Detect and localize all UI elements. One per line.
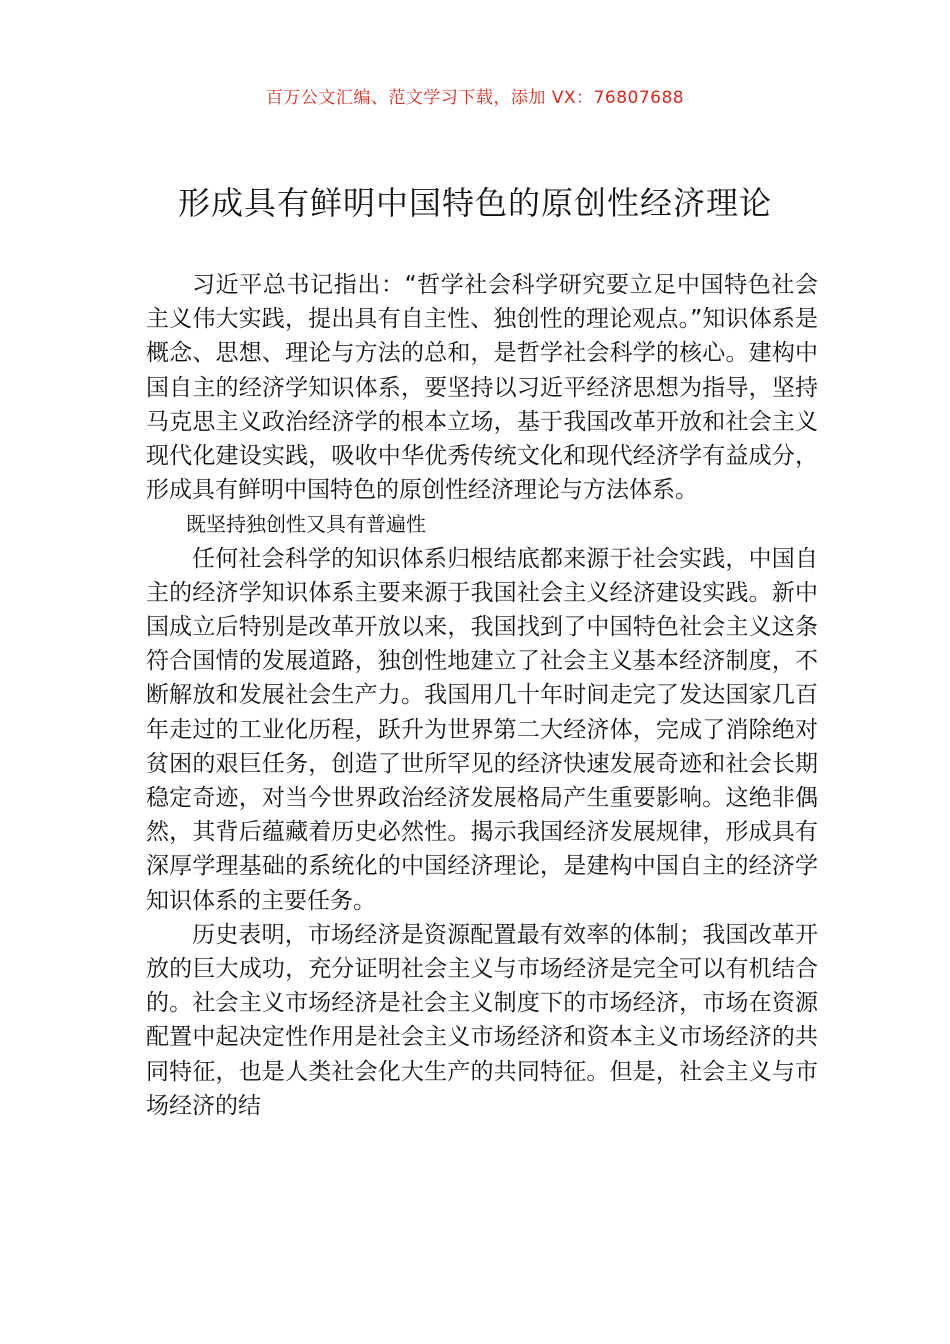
paragraph-intro: 习近平总书记指出：“哲学社会科学研究要立足中国特色社会主义伟大实践，提出具有自主性、独创性的理论观点。”知识体系是概念、思想、理论与方法的总和，是哲学社会科学的核心。建构中国自主的经济学知识体系，要坚持以习近平经济思想为指导，坚持马克思主义政治经济学的根本立场，基于我国改革开放和社会主义现代化建设实践，吸收中华优秀传统文化和现代经济学有益成分，形成具有鲜明中国特色的原创性经济理论与方法体系。	[146, 272, 818, 504]
header-note: 百万公文汇编、范文学习下载，添加 VX：76807688	[265, 88, 685, 108]
paragraph-market-economy: 历史表明，市场经济是资源配置最有效率的体制；我国改革开放的巨大成功，充分证明社会主义与市场经济是完全可以有机结合的。社会主义市场经济是社会主义制度下的市场经济，市场在资源配置中起决定性作用是社会主义市场经济和资本主义市场经济的共同特征，也是人类社会化大生产的共同特征。但是，社会主义与市场经济的结	[146, 921, 818, 1119]
section-subheading: 既坚持独创性又具有普遍性	[186, 512, 426, 537]
page-title: 形成具有鲜明中国特色的原创性经济理论	[177, 184, 772, 222]
document-body	[146, 268, 818, 1123]
paragraph-practice: 任何社会科学的知识体系归根结底都来源于社会实践，中国自主的经济学知识体系主要来源于我国社会主义经济建设实践。新中国成立后特别是改革开放以来，我国找到了中国特色社会主义这条符合国情的发展道路，独创性地建立了社会主义基本经济制度，不断解放和发展社会生产力。我国用几十年时间走完了发达国家几百年走过的工业化历程，跃升为世界第二大经济体，完成了消除绝对贫困的艰巨任务，创造了世所罕见的经济快速发展奇迹和社会长期稳定奇迹，对当今世界政治经济发展格局产生重要影响。这绝非偶然，其背后蕴藏着历史必然性。揭示我国经济发展规律，形成具有深厚学理基础的系统化的中国经济理论，是建构中国自主的经济学知识体系的主要任务。	[146, 545, 818, 914]
